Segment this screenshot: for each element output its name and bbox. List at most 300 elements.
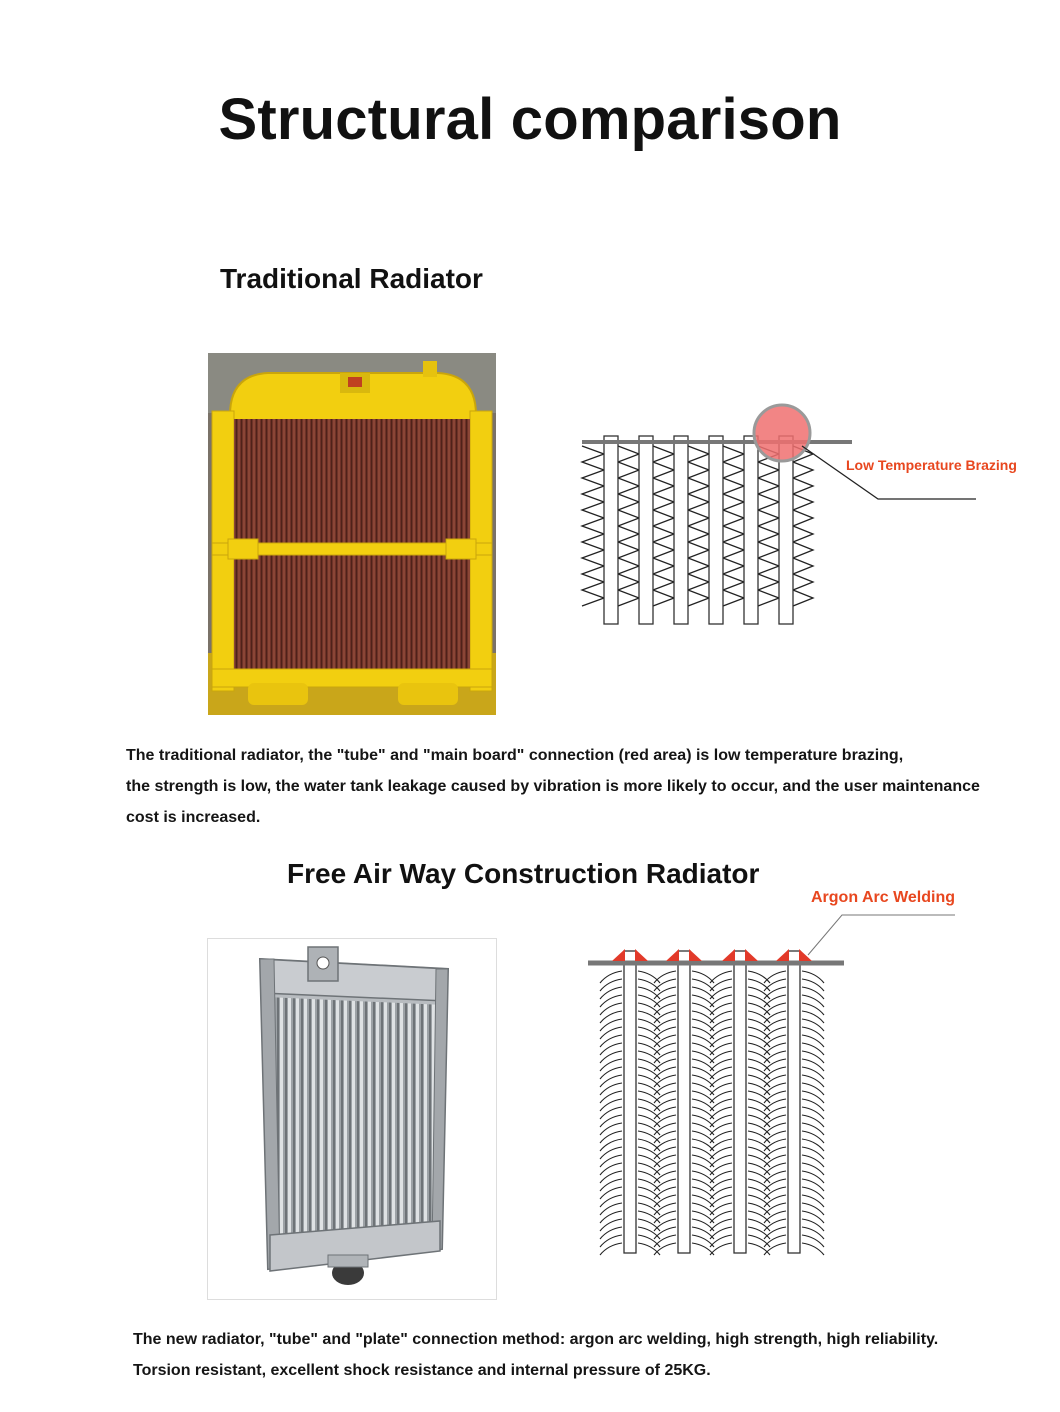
fin-curve: [638, 1147, 660, 1159]
fin-zigzag: [653, 446, 674, 606]
fin-curve: [710, 1019, 732, 1031]
fin-curve: [802, 1243, 824, 1255]
fin-curve: [654, 1083, 676, 1095]
fin-zigzag: [723, 446, 744, 606]
fin-curve: [802, 1227, 824, 1239]
fin-curve: [654, 1067, 676, 1079]
fin-curve: [600, 1139, 622, 1151]
fin-curve: [802, 1051, 824, 1063]
low-temperature-brazing-label: Low Temperature Brazing: [846, 457, 1017, 473]
fin-curve: [600, 1043, 622, 1055]
fin-curve: [748, 1219, 770, 1231]
fin-curve: [692, 1171, 714, 1183]
fin-curve: [600, 987, 622, 999]
fin-curve: [764, 1195, 786, 1207]
traditional-radiator-photo: [208, 353, 496, 715]
fin-curve: [748, 1075, 770, 1087]
fin-curve: [764, 1147, 786, 1159]
fin-curve: [748, 1099, 770, 1111]
weld-bead: [612, 949, 625, 961]
fin-curve: [600, 1235, 622, 1247]
argon-arc-welding-label: Argon Arc Welding: [811, 889, 955, 906]
fin-curve: [748, 1131, 770, 1143]
fin-curve: [654, 1179, 676, 1191]
fin-curve: [710, 1067, 732, 1079]
fin-curve: [692, 1147, 714, 1159]
fin-curve: [710, 987, 732, 999]
fin-zigzag: [688, 446, 709, 606]
fin-curve: [692, 1179, 714, 1191]
fin-curve: [600, 1171, 622, 1183]
fin-curve: [802, 1123, 824, 1135]
fin-curve: [802, 1139, 824, 1151]
fin-curve: [764, 1075, 786, 1087]
free-air-description-line-1: The new radiator, "tube" and "plate" connection method: argon arc welding, high strength, high reliability.: [133, 1331, 939, 1348]
tube: [734, 951, 746, 1253]
fin-curve: [802, 1131, 824, 1143]
page-title: Structural comparison: [218, 87, 842, 152]
fin-curve: [748, 1227, 770, 1239]
fin-curve: [710, 1107, 732, 1119]
fin-curve: [764, 1083, 786, 1095]
fin-curve: [748, 979, 770, 991]
tube: [624, 951, 636, 1253]
free-air-description-line-2: Torsion resistant, excellent shock resistance and internal pressure of 25KG.: [133, 1362, 711, 1379]
fin-curve: [654, 1187, 676, 1199]
fin-curve: [748, 1243, 770, 1255]
fin-curve: [710, 1035, 732, 1047]
fin-curve: [654, 1059, 676, 1071]
fin-curve: [710, 1099, 732, 1111]
callout-leader-line: [808, 915, 955, 955]
fin-curve: [748, 971, 770, 983]
fin-curve: [638, 1195, 660, 1207]
fin-curve: [764, 1035, 786, 1047]
fin-curve: [692, 1099, 714, 1111]
fin-curve: [764, 1187, 786, 1199]
fin-curve: [654, 1075, 676, 1087]
fin-curve: [654, 971, 676, 983]
fin-curve: [692, 1003, 714, 1015]
fin-curve: [802, 1211, 824, 1223]
fin-curve: [748, 1163, 770, 1175]
fin-curve: [802, 1027, 824, 1039]
fin-curve: [710, 1227, 732, 1239]
fin-curve: [764, 1099, 786, 1111]
fin-curve: [600, 1083, 622, 1095]
fin-curve: [654, 1123, 676, 1135]
fin-curve: [600, 1243, 622, 1255]
fin-curve: [638, 1243, 660, 1255]
fin-curve: [802, 1115, 824, 1127]
fin-curve: [748, 1027, 770, 1039]
fin-curve: [748, 1035, 770, 1047]
fin-curve: [710, 995, 732, 1007]
fin-curve: [710, 1187, 732, 1199]
fin-curve: [692, 1083, 714, 1095]
fin-curve: [692, 1107, 714, 1119]
fin-curve: [764, 1011, 786, 1023]
fin-curve: [638, 1107, 660, 1119]
fin-curve: [600, 1123, 622, 1135]
fin-curve: [802, 987, 824, 999]
fin-curve: [748, 1043, 770, 1055]
fin-curve: [638, 1227, 660, 1239]
fin-curve: [710, 1075, 732, 1087]
fin-curve: [654, 1235, 676, 1247]
traditional-description-line-3: cost is increased.: [126, 809, 261, 826]
fin-curve: [654, 1051, 676, 1063]
fin-curve: [710, 1155, 732, 1167]
fin-curve: [638, 971, 660, 983]
fin-curve: [600, 1099, 622, 1111]
tube: [604, 436, 618, 624]
fin-curve: [600, 1195, 622, 1207]
fin-curve: [802, 979, 824, 991]
fin-curve: [802, 1059, 824, 1071]
fin-curve: [748, 1179, 770, 1191]
fin-curve: [600, 1027, 622, 1039]
fin-curve: [748, 987, 770, 999]
fin-curve: [802, 1107, 824, 1119]
free-air-description: [133, 1324, 1013, 1386]
fin-curve: [710, 1139, 732, 1151]
fin-curve: [600, 1011, 622, 1023]
fin-curve: [710, 1203, 732, 1215]
fin-curve: [692, 1227, 714, 1239]
fin-curve: [710, 1115, 732, 1127]
fin-curve: [764, 1243, 786, 1255]
fin-curve: [654, 995, 676, 1007]
fin-curve: [748, 1195, 770, 1207]
welding-diagram: [580, 905, 960, 1260]
fin-curve: [764, 1227, 786, 1239]
fin-curve: [692, 1139, 714, 1151]
fin-curve: [764, 1211, 786, 1223]
fin-curve: [654, 979, 676, 991]
fin-curve: [600, 979, 622, 991]
fin-curve: [692, 1195, 714, 1207]
fin-curve: [600, 1059, 622, 1071]
weld-bead: [666, 949, 679, 961]
fin-curve: [638, 1187, 660, 1199]
fin-curve: [654, 1131, 676, 1143]
fin-curve: [764, 1235, 786, 1247]
fin-curve: [654, 1155, 676, 1167]
fin-curve: [600, 1035, 622, 1047]
fin-curve: [748, 1211, 770, 1223]
fin-curve: [710, 1059, 732, 1071]
fin-curve: [802, 1219, 824, 1231]
fin-curve: [692, 1155, 714, 1167]
fin-curve: [802, 1035, 824, 1047]
fin-curve: [654, 1003, 676, 1015]
fin-curve: [692, 1043, 714, 1055]
fin-curve: [654, 1203, 676, 1215]
tube: [788, 951, 800, 1253]
fin-curve: [764, 1131, 786, 1143]
fin-curve: [710, 1195, 732, 1207]
fin-curve: [748, 1067, 770, 1079]
fin-curve: [764, 1027, 786, 1039]
fin-curve: [748, 1083, 770, 1095]
fin-curve: [692, 979, 714, 991]
fin-curve: [692, 995, 714, 1007]
fin-zigzag: [582, 446, 604, 606]
welding-diagram-svg: [580, 905, 960, 1260]
fin-curve: [764, 1155, 786, 1167]
tube: [779, 436, 793, 624]
fin-curve: [692, 1131, 714, 1143]
fin-curve: [692, 1203, 714, 1215]
fin-curve: [638, 1155, 660, 1167]
fin-curve: [638, 1035, 660, 1047]
fin-curve: [692, 1235, 714, 1247]
fin-curve: [692, 1011, 714, 1023]
fin-curve: [748, 1059, 770, 1071]
fin-curve: [654, 1043, 676, 1055]
fin-curve: [638, 1139, 660, 1151]
fin-curve: [638, 1171, 660, 1183]
fin-curve: [748, 1107, 770, 1119]
fin-curve: [802, 1075, 824, 1087]
fin-curve: [710, 1163, 732, 1175]
fin-curve: [710, 1211, 732, 1223]
fin-curve: [692, 1243, 714, 1255]
fin-curve: [802, 1179, 824, 1191]
fin-curve: [638, 1131, 660, 1143]
fin-curve: [748, 1011, 770, 1023]
fin-curve: [764, 1171, 786, 1183]
fin-curve: [692, 1035, 714, 1047]
weld-bead: [745, 949, 758, 961]
fin-curve: [638, 1123, 660, 1135]
fin-curve: [748, 1147, 770, 1159]
fin-curve: [600, 1219, 622, 1231]
weld-bead: [776, 949, 789, 961]
fin-curve: [600, 1203, 622, 1215]
fin-curve: [764, 1091, 786, 1103]
fin-curve: [654, 987, 676, 999]
fin-curve: [600, 1107, 622, 1119]
fin-curve: [764, 1219, 786, 1231]
fin-curve: [654, 1219, 676, 1231]
fin-curve: [710, 1123, 732, 1135]
fin-curve: [638, 1235, 660, 1247]
fin-curve: [654, 1139, 676, 1151]
fin-curve: [654, 1107, 676, 1119]
fin-curve: [710, 1171, 732, 1183]
fin-curve: [802, 1011, 824, 1023]
fin-curve: [692, 1115, 714, 1127]
fin-curve: [600, 995, 622, 1007]
fin-curve: [654, 1115, 676, 1127]
fin-curve: [802, 995, 824, 1007]
fin-curve: [764, 1115, 786, 1127]
fin-curve: [764, 1019, 786, 1031]
tube: [639, 436, 653, 624]
brazing-diagram-svg: [576, 398, 1026, 638]
fin-curve: [638, 1219, 660, 1231]
fin-curve: [638, 1067, 660, 1079]
fin-curve: [692, 1075, 714, 1087]
fin-curve: [764, 979, 786, 991]
fin-curve: [638, 1163, 660, 1175]
free-air-radiator-photo: [207, 938, 497, 1300]
fin-curve: [764, 1203, 786, 1215]
tube: [674, 436, 688, 624]
fin-curve: [764, 971, 786, 983]
fin-curve: [802, 1147, 824, 1159]
brazing-area-highlight: [754, 405, 810, 461]
fin-curve: [654, 1099, 676, 1111]
fin-curve: [692, 987, 714, 999]
fin-curve: [654, 1147, 676, 1159]
fin-curve: [638, 995, 660, 1007]
fin-curve: [710, 1147, 732, 1159]
fin-curve: [600, 1187, 622, 1199]
fin-curve: [710, 1003, 732, 1015]
fin-curve: [692, 971, 714, 983]
fin-curve: [748, 1235, 770, 1247]
fin-curve: [764, 1059, 786, 1071]
fin-curve: [692, 1091, 714, 1103]
fin-curve: [802, 1019, 824, 1031]
traditional-radiator-heading: Traditional Radiator: [220, 263, 483, 294]
fin-curve: [764, 995, 786, 1007]
fin-curve: [638, 987, 660, 999]
fin-curve: [692, 1019, 714, 1031]
fin-curve: [710, 979, 732, 991]
fin-curve: [802, 1099, 824, 1111]
fin-curve: [802, 971, 824, 983]
fin-curve: [802, 1171, 824, 1183]
fin-curve: [748, 995, 770, 1007]
fin-curve: [802, 1195, 824, 1207]
fin-curve: [710, 1011, 732, 1023]
fin-curve: [654, 1035, 676, 1047]
fin-curve: [710, 1131, 732, 1143]
fin-zigzag: [758, 446, 779, 606]
fin-curve: [748, 1123, 770, 1135]
fin-curve: [710, 1179, 732, 1191]
fin-curve: [638, 1115, 660, 1127]
fin-curve: [638, 1011, 660, 1023]
fin-curve: [802, 1155, 824, 1167]
fin-curve: [638, 1075, 660, 1087]
tube: [678, 951, 690, 1253]
fin-curve: [748, 1155, 770, 1167]
fin-curve: [600, 1003, 622, 1015]
fin-curve: [748, 1171, 770, 1183]
fin-curve: [710, 1219, 732, 1231]
fin-curve: [710, 1083, 732, 1095]
fin-curve: [710, 1051, 732, 1063]
fin-curve: [764, 1123, 786, 1135]
brazing-diagram: [576, 398, 1026, 638]
fin-curve: [654, 1163, 676, 1175]
fin-curve: [802, 1067, 824, 1079]
fin-curve: [692, 1027, 714, 1039]
fin-curve: [600, 1227, 622, 1239]
fin-curve: [600, 1163, 622, 1175]
fin-curve: [600, 1067, 622, 1079]
traditional-description-line-1: The traditional radiator, the "tube" and "main board" connection (red area) is low temperature brazing,: [126, 747, 904, 764]
fin-curve: [764, 1043, 786, 1055]
tube: [709, 436, 723, 624]
fin-curve: [692, 1051, 714, 1063]
fin-curve: [654, 1027, 676, 1039]
fin-curve: [638, 1051, 660, 1063]
fin-curve: [638, 1179, 660, 1191]
fin-curve: [600, 1131, 622, 1143]
weld-bead: [689, 949, 702, 961]
fin-curve: [692, 1219, 714, 1231]
fin-curve: [600, 1051, 622, 1063]
fin-curve: [654, 1227, 676, 1239]
fin-curve: [802, 1235, 824, 1247]
fin-curve: [638, 1019, 660, 1031]
fin-curve: [600, 971, 622, 983]
fin-curve: [654, 1243, 676, 1255]
fin-curve: [692, 1067, 714, 1079]
fin-curve: [802, 1187, 824, 1199]
fin-curve: [638, 1203, 660, 1215]
fin-curve: [638, 1027, 660, 1039]
fin-curve: [748, 1187, 770, 1199]
fin-curve: [802, 1203, 824, 1215]
fin-curve: [600, 1155, 622, 1167]
fin-curve: [600, 1075, 622, 1087]
fin-curve: [654, 1195, 676, 1207]
fin-curve: [600, 1179, 622, 1191]
fin-curve: [764, 1051, 786, 1063]
weld-bead: [722, 949, 735, 961]
fin-curve: [692, 1187, 714, 1199]
fin-curve: [710, 1235, 732, 1247]
fin-curve: [692, 1163, 714, 1175]
fin-curve: [802, 1091, 824, 1103]
fin-zigzag: [793, 446, 813, 606]
fin-curve: [638, 1091, 660, 1103]
fin-curve: [764, 1067, 786, 1079]
fin-curve: [748, 1091, 770, 1103]
fin-curve: [802, 1163, 824, 1175]
fin-curve: [600, 1019, 622, 1031]
fin-curve: [748, 1051, 770, 1063]
fin-curve: [710, 1243, 732, 1255]
fin-curve: [638, 1083, 660, 1095]
fin-curve: [748, 1203, 770, 1215]
fin-curve: [692, 1211, 714, 1223]
fin-curve: [802, 1083, 824, 1095]
fin-curve: [638, 1003, 660, 1015]
free-air-radiator-heading: Free Air Way Construction Radiator: [287, 858, 760, 889]
fin-curve: [710, 1027, 732, 1039]
fin-curve: [654, 1011, 676, 1023]
fin-curve: [802, 1043, 824, 1055]
fin-curve: [692, 1059, 714, 1071]
fin-curve: [654, 1171, 676, 1183]
fin-curve: [748, 1115, 770, 1127]
fin-curve: [654, 1019, 676, 1031]
fin-curve: [638, 1043, 660, 1055]
fin-curve: [764, 1107, 786, 1119]
fin-curve: [748, 1003, 770, 1015]
fin-curve: [764, 987, 786, 999]
fin-curve: [710, 971, 732, 983]
fin-curve: [748, 1019, 770, 1031]
